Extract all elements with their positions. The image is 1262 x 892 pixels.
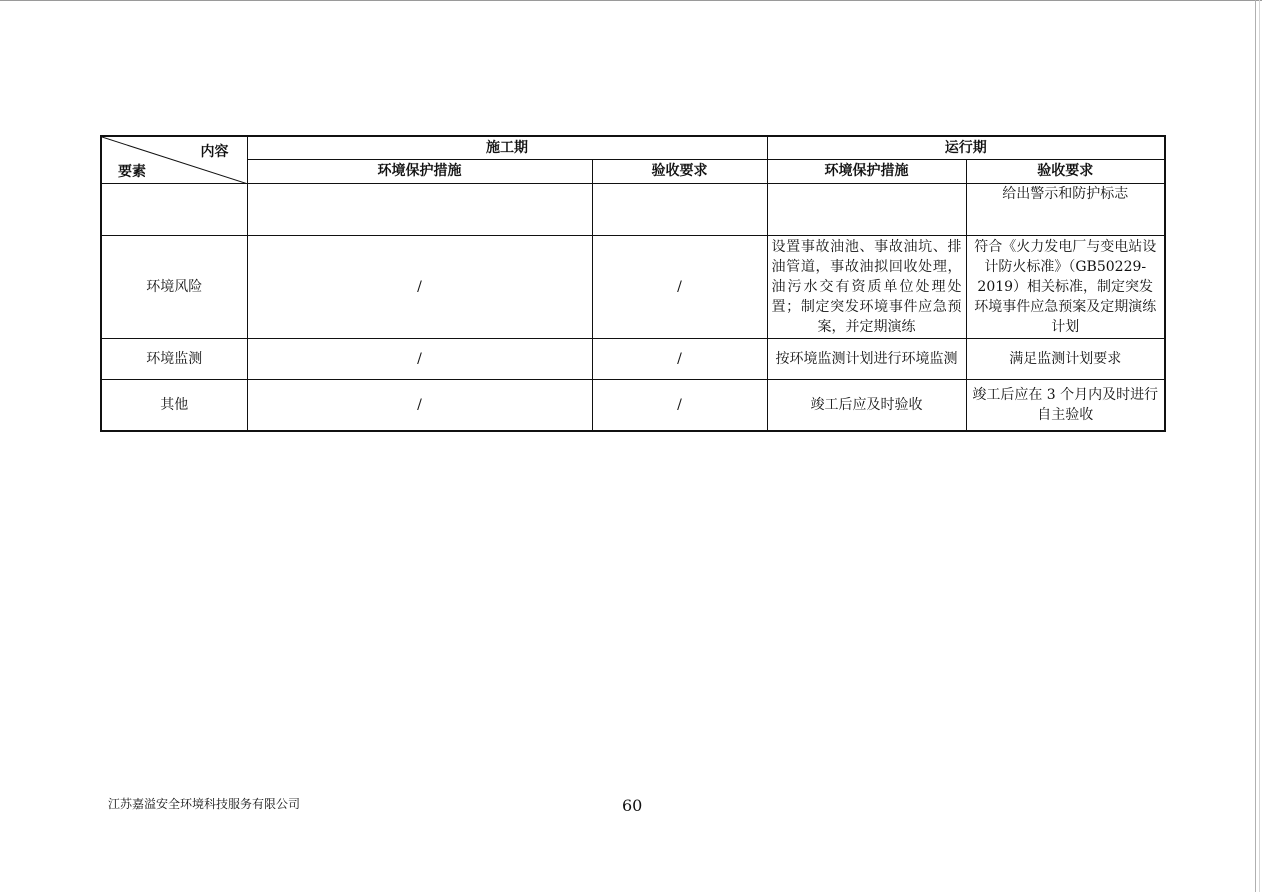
page-top-border xyxy=(0,0,1262,1)
col-header-construction-measure: 环境保护措施 xyxy=(247,159,592,183)
phase-construction-header: 施工期 xyxy=(247,136,767,159)
footer-company-name: 江苏嘉溢安全环境科技服务有限公司 xyxy=(108,797,301,811)
corner-label-content: 内容 xyxy=(200,144,229,160)
cell-construction-acceptance: / xyxy=(592,379,767,431)
diagonal-corner-header xyxy=(101,136,247,183)
page-number: 60 xyxy=(622,796,643,815)
header-row-phase xyxy=(101,136,1165,159)
col-header-construction-acceptance: 验收要求 xyxy=(592,159,767,183)
col-header-operation-acceptance: 验收要求 xyxy=(966,159,1165,183)
phase-operation-header: 运行期 xyxy=(767,136,1165,159)
cell-construction-measure: / xyxy=(247,379,592,431)
cell-element: 环境风险 xyxy=(101,235,247,338)
environmental-measures-table xyxy=(100,135,1166,432)
cell-operation-measure: 竣工后应及时验收 xyxy=(767,379,966,431)
table-row xyxy=(101,235,1165,338)
cell-construction-measure: / xyxy=(247,235,592,338)
cell-construction-acceptance: / xyxy=(592,338,767,379)
corner-label-element: 要素 xyxy=(118,163,146,180)
cell-operation-acceptance: 满足监测计划要求 xyxy=(966,338,1165,379)
cell-operation-acceptance: 竣工后应在 3 个月内及时进行自主验收 xyxy=(966,379,1165,431)
cell-element: 其他 xyxy=(101,379,247,431)
header-row-columns xyxy=(101,159,1165,183)
col-header-operation-measure: 环境保护措施 xyxy=(767,159,966,183)
cell-element: 环境监测 xyxy=(101,338,247,379)
page-right-border xyxy=(1255,0,1256,892)
cell-operation-measure: 按环境监测计划进行环境监测 xyxy=(767,338,966,379)
cell-element xyxy=(101,183,247,235)
cell-construction-acceptance: / xyxy=(592,235,767,338)
cell-construction-measure xyxy=(247,183,592,235)
table-row xyxy=(101,379,1165,431)
cell-operation-measure xyxy=(767,183,966,235)
cell-construction-acceptance xyxy=(592,183,767,235)
page-right-border-shadow xyxy=(1259,0,1260,892)
table-row xyxy=(101,338,1165,379)
table-row xyxy=(101,183,1165,235)
cell-operation-measure: 设置事故油池、事故油坑、排油管道，事故油拟回收处理，油污水交有资质单位处理处置；制定突发环境事件应急预案，并定期演练 xyxy=(767,235,966,338)
cell-construction-measure: / xyxy=(247,338,592,379)
cell-operation-acceptance: 给出警示和防护标志 xyxy=(966,183,1165,235)
cell-operation-acceptance: 符合《火力发电厂与变电站设计防火标准》（GB50229-2019）相关标准，制定突发环境事件应急预案及定期演练计划 xyxy=(966,235,1165,338)
